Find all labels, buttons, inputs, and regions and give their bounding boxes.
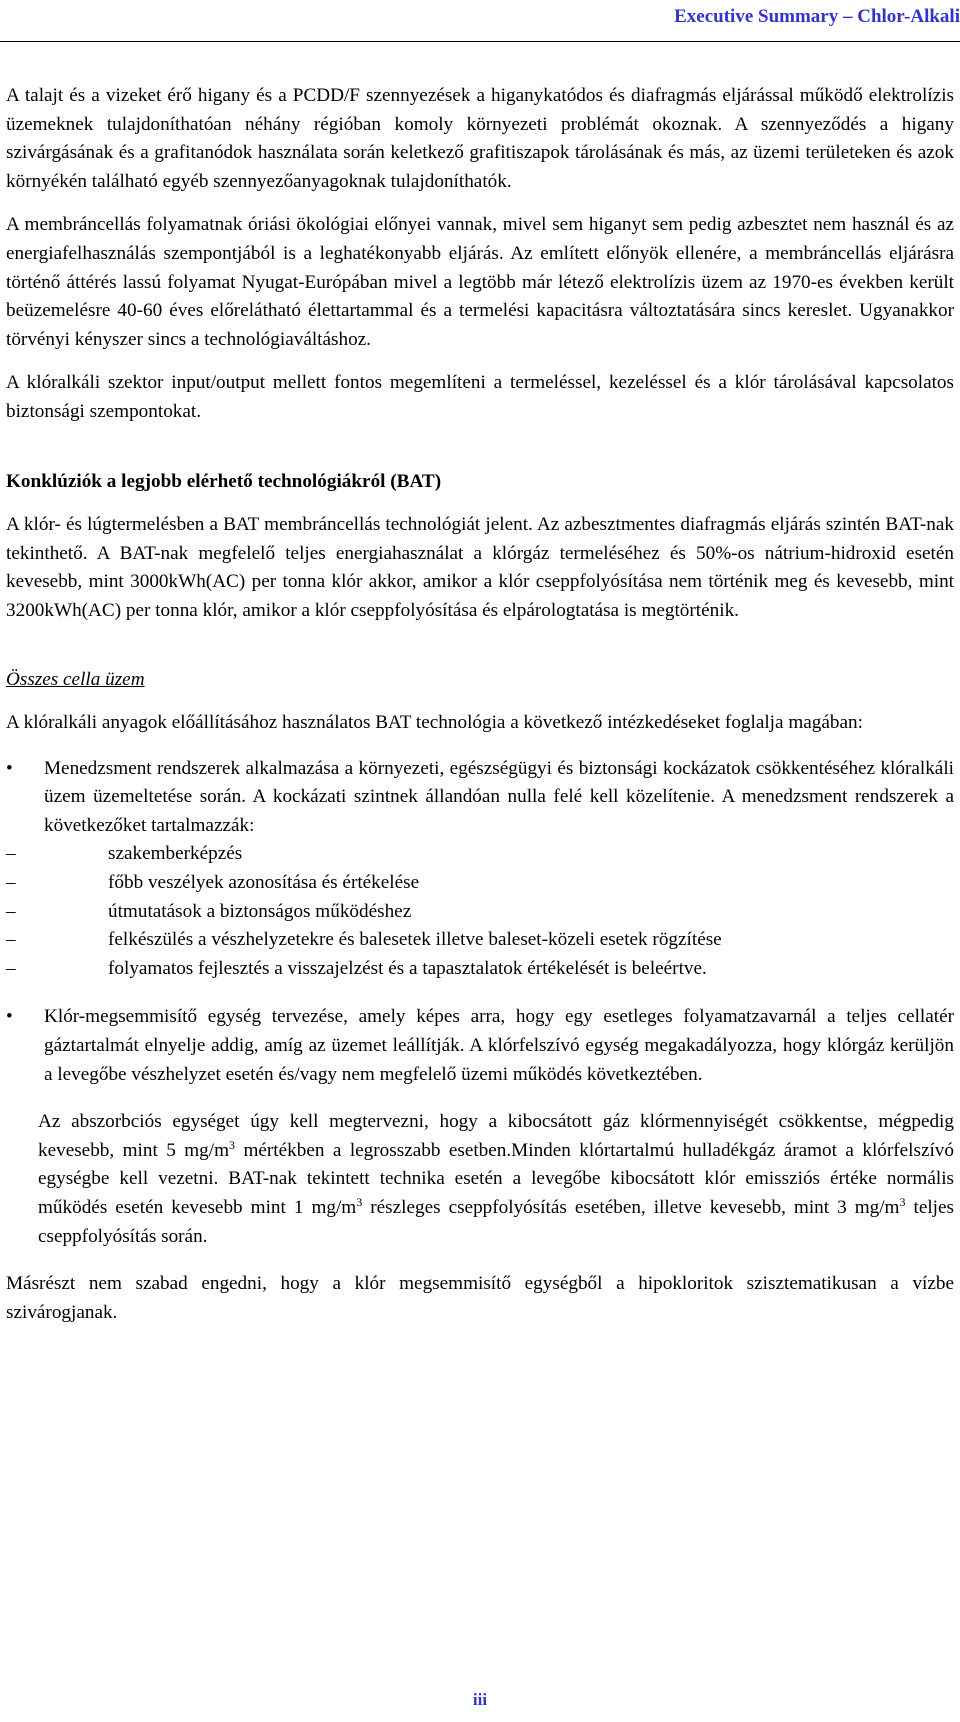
bullet-icon: • (6, 757, 13, 779)
bullet-chlorine-destruction (6, 1003, 954, 1089)
list-item: – folyamatos fejlesztés a visszajelzést és a tapasztalatok értékelését is beleértve. (6, 955, 954, 984)
dash-icon: – (6, 957, 16, 979)
page-header (0, 0, 960, 44)
section-heading-all-cell: Összes cella üzem (6, 668, 145, 690)
paragraph-bat-intro: A klóralkáli anyagok előállításához használatos BAT technológia a következő intézkedéseket foglalja magában: (6, 712, 863, 734)
bullet-text-management: Menedzsment rendszerek alkalmazása a környezeti, egészségügyi és biztonsági kockázatok csökkentéséhez klóralkáli üzem üzemeltetése során. A kockázati szintnek állandóan nulla felé kell közelítenie. A menedzsment rendszerek a következőket tartalmazzák: (44, 757, 954, 836)
paragraph-hypochlorite: Másrészt nem szabad engedni, hogy a klór megsemmisítő egységből a hipokloritok szisztematikusan a vízbe szivárogjanak. (6, 1273, 954, 1323)
list-item: – útmutatások a biztonságos működéshez (6, 898, 954, 927)
document-body (6, 82, 954, 1327)
dash-icon: – (6, 900, 16, 922)
section-heading-bat: Konklúziók a legjobb elérhető technológiákról (BAT) (6, 470, 442, 492)
dash-list (6, 840, 954, 983)
paragraph-safety: A klóralkáli szektor input/output mellett fontos megemlíteni a termeléssel, kezeléssel és a klór tárolásával kapcsolatos biztonsági szempontokat. (6, 372, 954, 422)
dash-icon: – (6, 843, 16, 865)
header-rule (0, 41, 960, 42)
list-item: – főbb veszélyek azonosítása és értékelése (6, 869, 954, 898)
paragraph-absorption: Az abszorbciós egységet úgy kell megtervezni, hogy a kibocsátott gáz klórmennyiségét csökkentse, mégpedig kevesebb, mint 5 $mg/m^3$ mértékben a legrosszabb esetben.Minden klórtartalmú hulladékgáz áramot a klórfelszívó egységbe kell vezetni. BAT-nak tekintett technika esetén a levegőbe kibocsátott klór emissziós értéke normális működés esetén kevesebb mint 1 $mg/m^3$ részleges cseppfolyósítás esetében, illetve kevesebb, mint 3 $mg/m^3$ teljes cseppfolyósítás során. (38, 1111, 954, 1247)
dash-icon: – (6, 872, 16, 894)
list-item: – felkészülés a vészhelyzetekre és balesetek illetve baleset-közeli esetek rögzítése (6, 926, 954, 955)
bullet-icon: • (6, 1006, 13, 1028)
header-title: Executive Summary – Chlor-Alkali (674, 6, 960, 27)
paragraph-bat-conclusion: A klór- és lúgtermelésben a BAT membráncellás technológiát jelent. Az azbesztmentes diafragmás eljárás szintén BAT-nak tekinthető. A BAT-nak megfelelő teljes energiahasználat a klórgáz termeléséhez és 50%-os nátrium-hidroxid esetén kevesebb, mint 3000kWh(AC) per tonna klór akkor, amikor a klór cseppfolyósítása nem történik meg és kevesebb, mint 3200kWh(AC) per tonna klór, amikor a klór cseppfolyósítása és elpárologtatása is megtörténik. (6, 514, 954, 621)
page-number: iii (472, 1690, 488, 1709)
paragraph-contamination: A talajt és a vizeket érő higany és a PCDD/F szennyezések a higanykatódos és diafragmás eljárással működő elektrolízis üzemeknek tulajdoníthatóan néhány régióban komoly környezeti problémát okoznak. A szennyeződés a higany szivárgásának és a grafitanódok használata során keletkező grafitiszapok tárolásának és más, az üzemi területeken és azok környékén található egyéb szennyezőanyagoknak tulajdoníthatók. (6, 85, 954, 192)
bullet-text-destruction: Klór-megsemmisítő egység tervezése, amely képes arra, hogy egy esetleges folyamatzavarnál a teljes cellatér gáztartalmát elnyelje addig, amíg az üzemet leállítják. A klórfelszívó egység megakadályozza, hogy klórgáz kerüljön a levegőbe vészhelyzet esetén és/vagy nem megfelelő üzemi működés következtében. (44, 1006, 954, 1085)
list-item: – szakemberképzés (6, 840, 954, 869)
bullet-management-systems (6, 755, 954, 984)
dash-icon: – (6, 929, 16, 951)
paragraph-membrane-advantages: A membráncellás folyamatnak óriási ökológiai előnyei vannak, mivel sem higanyt sem pedig azbesztet nem használ és az energiafelhasználás szempontjából is a leghatékonyabb eljárás. Az említett előnyök ellenére, a membráncellás eljárásra történő áttérés lassú folyamat Nyugat-Európában mivel a legtöbb már létező elektrolízis üzem az 1970-es években került beüzemelésre 40-60 éves előrelátható élettartammal és a termelési kapacitásra változtatására sincs kereslet. Ugyanakkor törvényi kényszer sincs a technológiaváltáshoz. (6, 214, 954, 350)
